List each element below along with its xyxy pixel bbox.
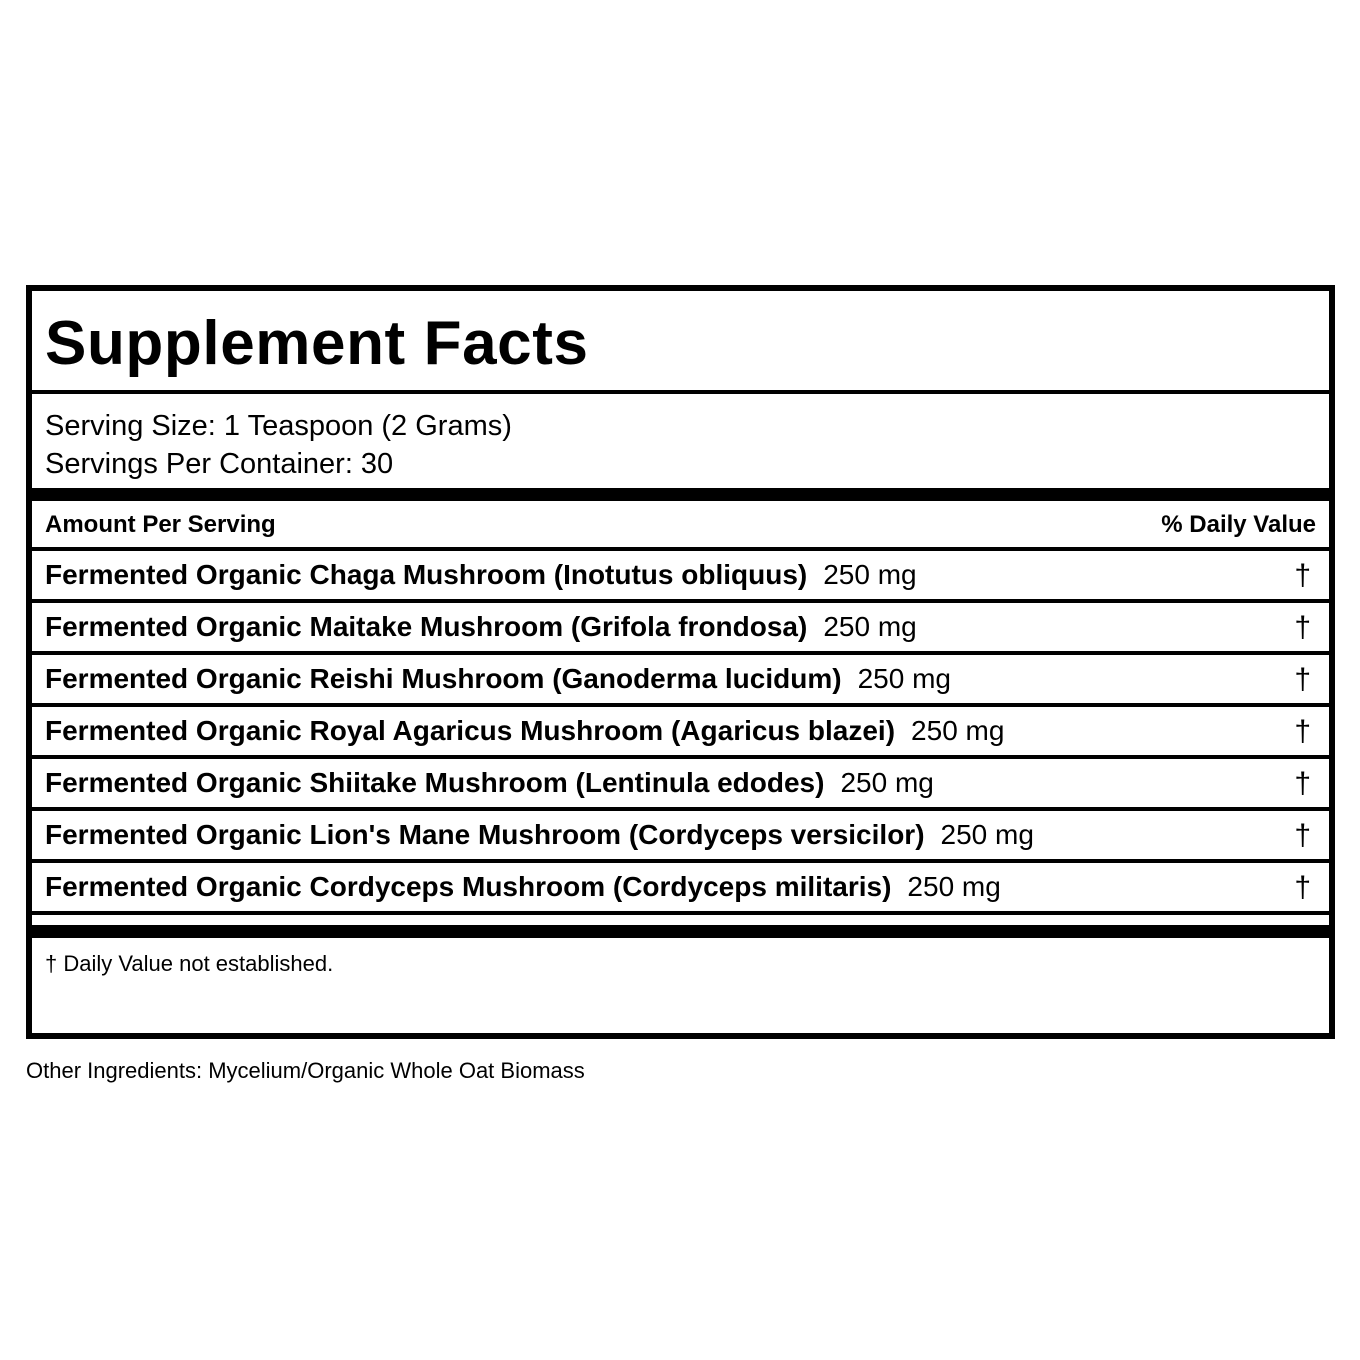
ingredient-daily-value: † [1294, 663, 1311, 696]
ingredient-amount: 250 mg [911, 715, 1005, 746]
ingredient-amount: 250 mg [907, 871, 1001, 902]
ingredient-daily-value: † [1294, 611, 1311, 644]
ingredient-name: Fermented Organic Lion's Mane Mushroom (Cordyceps versicilor) [45, 819, 925, 850]
ingredient-row [32, 603, 1329, 651]
ingredient-amount: 250 mg [857, 663, 951, 694]
ingredient-row [32, 551, 1329, 599]
ingredient-row [32, 707, 1329, 755]
ingredient-daily-value: † [1294, 819, 1311, 852]
panel-title: Supplement Facts [45, 309, 589, 378]
ingredient-name: Fermented Organic Chaga Mushroom (Inotutus obliquus) [45, 559, 808, 590]
serving-size: Serving Size: 1 Teaspoon (2 Grams) [45, 410, 512, 442]
ingredient-row [32, 655, 1329, 703]
daily-value-header: % Daily Value [1161, 511, 1316, 538]
ingredient-row [32, 811, 1329, 859]
ingredient-amount: 250 mg [840, 767, 934, 798]
ingredient-daily-value: † [1294, 715, 1311, 748]
ingredient-name: Fermented Organic Royal Agaricus Mushroom (Agaricus blazei) [45, 715, 896, 746]
thick-divider-top [32, 488, 1329, 501]
daily-value-footnote: † Daily Value not established. [45, 951, 334, 976]
ingredient-daily-value: † [1294, 871, 1311, 904]
row-divider [32, 911, 1329, 915]
ingredient-name: Fermented Organic Cordyceps Mushroom (Cordyceps militaris) [45, 871, 892, 902]
servings-per-container: Servings Per Container: 30 [45, 448, 394, 480]
ingredient-amount: 250 mg [823, 559, 917, 590]
title-divider [32, 390, 1329, 394]
ingredient-row [32, 759, 1329, 807]
ingredient-daily-value: † [1294, 559, 1311, 592]
other-ingredients: Other Ingredients: Mycelium/Organic Whole Oat Biomass [26, 1058, 585, 1083]
ingredient-amount: 250 mg [940, 819, 1034, 850]
supplement-facts-panel [26, 285, 1335, 1039]
ingredient-row [32, 863, 1329, 911]
thick-divider-bottom [32, 925, 1329, 938]
amount-per-serving-header: Amount Per Serving [45, 511, 276, 538]
ingredient-amount: 250 mg [823, 611, 917, 642]
ingredient-name: Fermented Organic Maitake Mushroom (Grifola frondosa) [45, 611, 808, 642]
ingredient-daily-value: † [1294, 767, 1311, 800]
ingredient-name: Fermented Organic Shiitake Mushroom (Lentinula edodes) [45, 767, 825, 798]
ingredient-name: Fermented Organic Reishi Mushroom (Ganoderma lucidum) [45, 663, 842, 694]
